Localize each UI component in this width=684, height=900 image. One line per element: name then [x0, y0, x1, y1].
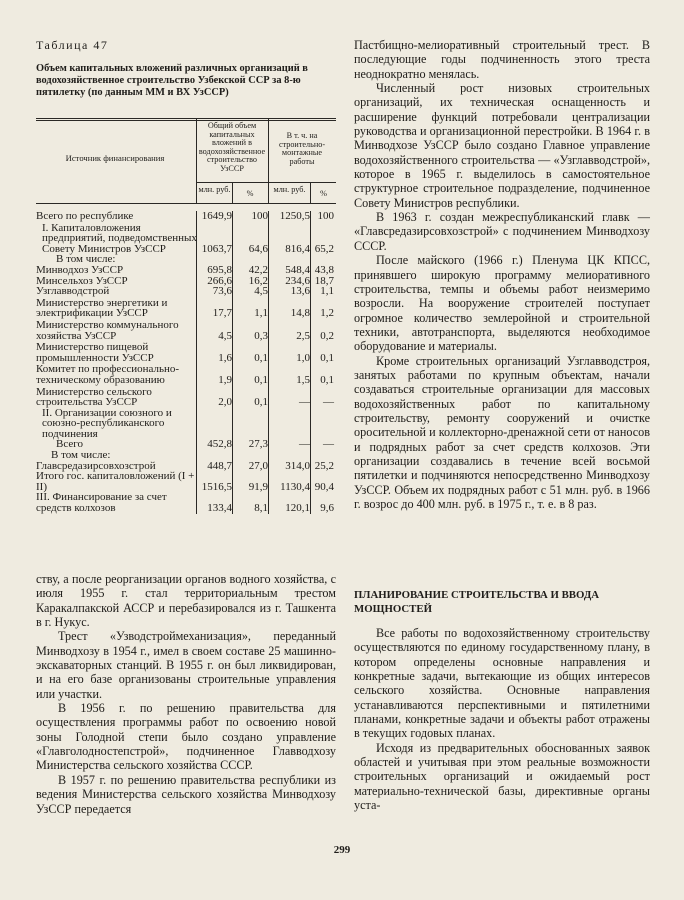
- table-number: Таблица 47: [36, 38, 109, 52]
- table-row: Главсредазирсовхозстрой 448,7 27,0 314,0 25,2: [36, 459, 334, 472]
- table-row: Министерство пищевой промышленности УзССР 1,6 0,1 1,0 0,1: [36, 341, 334, 364]
- table-body: [36, 211, 336, 514]
- paragraph: В 1957 г. по решению правительства республики из ведения Министерства сельского хозяйства Минводхозу УзССР передается: [36, 772, 336, 816]
- table-row: III. Финансирование за счет средств колхозов 133,4 8,1 120,1 9,6: [36, 491, 334, 515]
- header-unit-2: млн. руб.: [273, 185, 306, 194]
- table-caption: [36, 38, 346, 98]
- right-column-text-2: [354, 626, 650, 812]
- table-row: II. Организации союзного и союзно-республиканского подчинения: [42, 406, 172, 440]
- header-pct-1: %: [246, 189, 254, 198]
- paragraph: Все работы по водохозяйственному строительству осуществляются по единому государственному плану, в котором определены основные направления и конкретные задачи, вытекающие из общих интересов сельского хозяйства. Основные направления устанавливаются перспективными и пятилетними планами, конкретные задачи и объекты работ отражены в текущих годовых планах.: [354, 626, 650, 741]
- paragraph: В 1956 г. по решению правительства для осуществления программы работ по освоению новой зоны Голодной степи было создано управление «Главголодностепстрой», подчиненное Главводхозу Министерства сельского хозяйства СССР.: [36, 701, 336, 773]
- table-row: В том числе:: [51, 449, 111, 462]
- header-pct-2: %: [320, 189, 327, 198]
- header-total: Общий объем капитальных вложений в водохозяйственное строительство УзССР: [198, 121, 266, 173]
- table-row: В том числе:: [56, 253, 116, 266]
- paragraph: Трест «Узводстроймеханизация», переданный Минводхозу в 1954 г., имел в своем составе 25 машинно-экскаваторных станций. В 1955 г. он был ликвидирован, и на его базе организованы строительные управления или участки.: [36, 629, 336, 701]
- table-row: Комитет по профессионально-техническому образованию 1,9 0,1 1,5 0,1: [36, 363, 334, 386]
- header-unit-1: млн. руб.: [198, 185, 231, 194]
- paragraph: Кроме строительных организаций Узглавводстроя, занятых работами по крупным объектам, начали создаваться строительные организации для массовых водохозяйственных работ по капитальному строительству, ремонту сооружений и очистке оросительной и коллекторно-дренажной сети от наносов и подрядных работ за счет средств колхозов. Эти организации создавались в течение всей восьмой пятилетки и подчиняются непосредственно Минводхозу УзССР. Объем их подрядных работ с 51 млн. руб. в 1966 г. возрос до 400 млн. руб. в 1975 г., т. е. в 8 раз.: [354, 353, 650, 511]
- paragraph: Численный рост низовых строительных организаций, их техническая оснащенность и расширение функций потребовали централизации руководства и организационной перестройки. В 1964 г. в Минводхозе УзССР было создано Главное управление водохозяйственного строительства — «Узглавводстрой», которое в 1965 г. выделилось в самостоятельное структурное строительное подразделение, подчиненное Совету Министров республики.: [354, 81, 650, 210]
- table-row: Узглавводстрой 73,6 4,5 13,6 1,1: [36, 285, 334, 298]
- table-row: Министерство энергетики и электрификации УзССР 17,7 1,1 14,8 1,2: [36, 296, 334, 320]
- table-row: Минсельхоз УзССР 266,6 16,2 234,6 18,7: [36, 274, 334, 287]
- table-row: Министерство коммунального хозяйства УзССР 4,5 0,3 2,5 0,2: [36, 318, 334, 342]
- paragraph: После майского (1966 г.) Пленума ЦК КПСС, принявшего широкую программу мелиоративного строительства, темпы и объемы работ неизмеримо возросли. На вооружение строителей поступает огромное количество землеройной и строительной техники, автотранспорта, выделяются необходимое оборудование и материалы.: [354, 253, 650, 354]
- paragraph: В 1963 г. создан межреспубликанский главк — «Главсредазирсовхозстрой» с подчинением Минводхозу СССР.: [354, 210, 650, 253]
- table-row: Всего 452,8 27,3 — —: [56, 438, 334, 451]
- section-heading: ПЛАНИРОВАНИЕ СТРОИТЕЛЬСТВА И ВВОДА МОЩНОСТЕЙ: [354, 589, 600, 615]
- table-row: I. Капиталовложения предприятий, подведомственных Совету Министров УзССР 1063,7 64,6 816,4 65,2: [42, 221, 334, 255]
- left-column-text: [36, 572, 336, 816]
- header-incl: В т. ч. на строительно-монтажные работы: [278, 131, 326, 166]
- table-header: [36, 118, 336, 204]
- header-source: Источник финансирования: [65, 153, 165, 163]
- page-number: 299: [333, 844, 351, 856]
- table-row: Всего по республике 1649,9 100 1250,5 100: [36, 210, 334, 222]
- table-row: Министерство сельского строительства УзССР 2,0 0,1 — —: [36, 385, 334, 409]
- table-row: Минводхоз УзССР 695,8 42,2 548,4 43,8: [36, 263, 334, 276]
- paragraph: ству, а после реорганизации органов водного хозяйства, с июля 1955 г. стал территориальным трестом Каракалпакской АССР и перебазировался из г. Ташкента в г. Нукус.: [36, 572, 336, 630]
- paragraph: Исходя из предварительных обоснованных заявок областей и учитывая при этом реальные возможности строительных организаций и ожидаемый рост материально-технической базы, директивные органы уста-: [354, 740, 650, 813]
- table-row: Итого гос. капиталовложений (I + II) 1516,5 91,9 1130,4 90,4: [36, 470, 334, 493]
- paragraph: Пастбищно-мелиоративный строительный трест. В последующие годы подчиненность этого треста неоднократно менялась.: [354, 38, 650, 81]
- right-column-text: [354, 38, 650, 511]
- table-title: Объем капитальных вложений различных организаций в водохозяйственное строительство Узбекской ССР за 8-ю пятилетку (по данным ММ и ВХ УзССР): [36, 63, 308, 98]
